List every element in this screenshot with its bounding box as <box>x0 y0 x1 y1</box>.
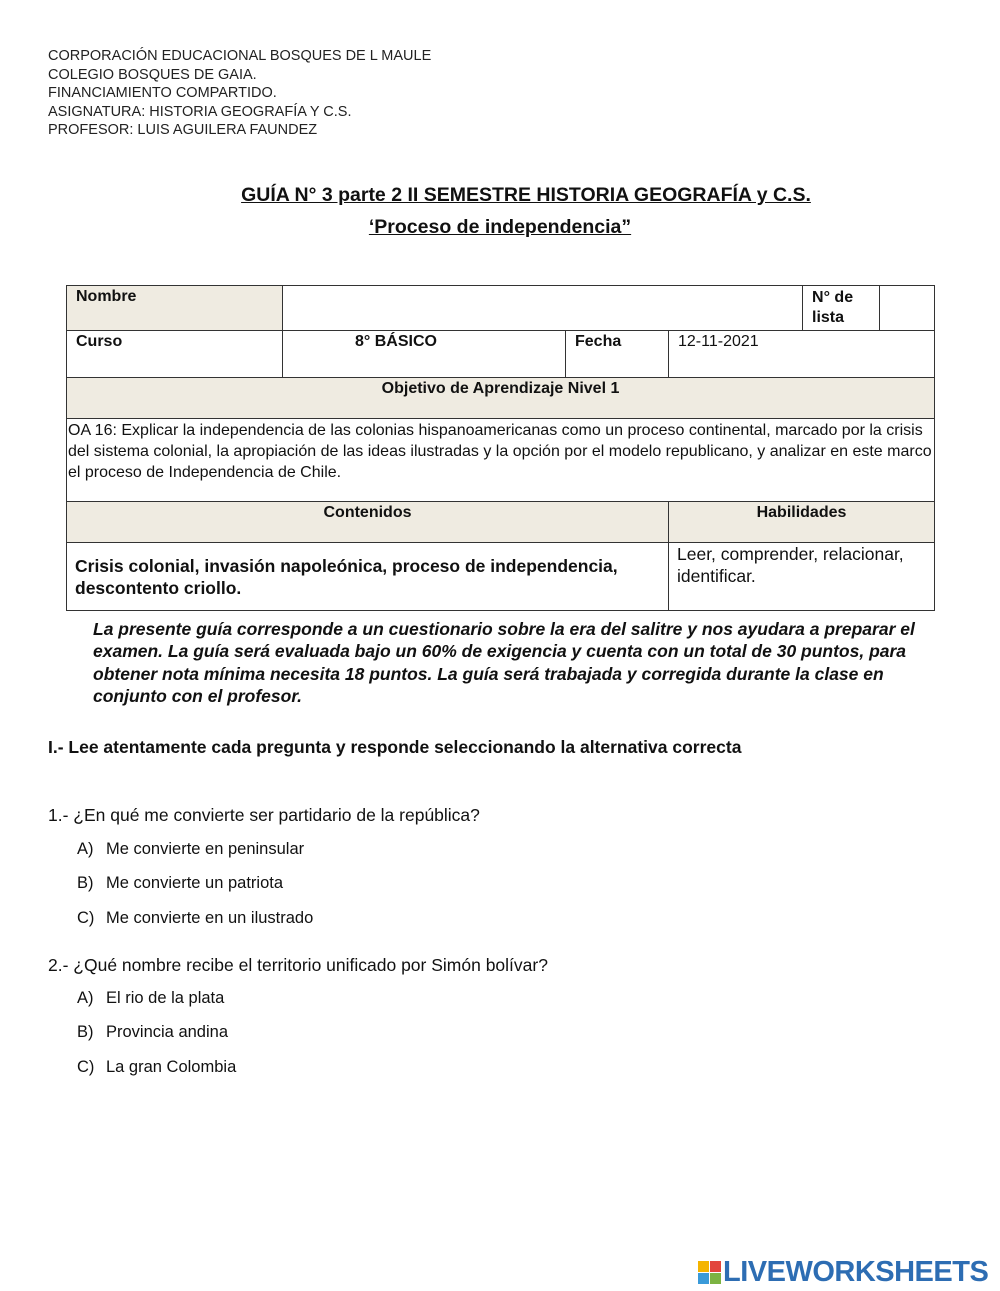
option-text: Provincia andina <box>106 1023 228 1041</box>
fecha-value: 12-11-2021 <box>669 331 935 378</box>
logo-block <box>698 1261 709 1272</box>
option-text: Me convierte un patriota <box>106 874 284 892</box>
liveworksheets-logo <box>698 1256 988 1289</box>
lista-label: N° de lista <box>803 286 880 331</box>
option-letter: B) <box>77 1023 94 1041</box>
habilidades-header: Habilidades <box>669 502 935 543</box>
objetivo-header: Objetivo de Aprendizaje Nivel 1 <box>67 378 935 419</box>
document-subtitle: ‘Proceso de independencia” <box>368 216 632 238</box>
question-1: 1.- ¿En qué me convierte ser partidario de la república? <box>48 805 480 825</box>
question-2: 2.- ¿Qué nombre recibe el territorio unificado por Simón bolívar? <box>48 955 548 975</box>
logo-block <box>698 1273 709 1284</box>
school-header <box>48 47 431 140</box>
habilidades-text: Leer, comprender, relacionar, identificar. <box>669 543 935 611</box>
question-1-option-b[interactable] <box>77 874 283 893</box>
curso-value: 8° BÁSICO <box>283 331 566 378</box>
question-2-option-a[interactable] <box>77 989 224 1008</box>
logo-block <box>710 1261 721 1272</box>
option-text: Me convierte en un ilustrado <box>106 909 314 927</box>
question-1-option-c[interactable] <box>77 909 313 928</box>
option-letter: C) <box>77 909 95 927</box>
curso-label: Curso <box>67 331 283 378</box>
header-line: ASIGNATURA: HISTORIA GEOGRAFÍA Y C.S. <box>48 103 352 120</box>
logo-text: LIVEWORKSHEETS <box>723 1256 989 1288</box>
logo-block <box>710 1273 721 1284</box>
option-letter: A) <box>77 989 94 1007</box>
contenidos-header: Contenidos <box>67 502 669 543</box>
section-instructions: I.- Lee atentamente cada pregunta y responde seleccionando la alternativa correcta <box>48 737 742 757</box>
question-1-option-a[interactable] <box>77 840 304 859</box>
option-text: El rio de la plata <box>106 989 225 1007</box>
question-2-option-b[interactable] <box>77 1023 228 1042</box>
question-2-option-c[interactable] <box>77 1058 236 1077</box>
option-letter: C) <box>77 1058 95 1076</box>
option-letter: A) <box>77 840 94 858</box>
nombre-field[interactable] <box>283 286 803 331</box>
nombre-label: Nombre <box>67 286 283 331</box>
header-line: CORPORACIÓN EDUCACIONAL BOSQUES DE L MAULE <box>48 48 432 64</box>
lista-field[interactable] <box>880 286 935 331</box>
option-letter: B) <box>77 874 94 892</box>
objetivo-text: OA 16: Explicar la independencia de las colonias hispanoamericanas como un proceso continental, marcado por la crisis del sistema colonial, la apropiación de las ideas ilustradas y la opción por el modelo republicano, y analizar en este marco el proceso de Independencia de Chile. <box>67 419 935 502</box>
option-text: Me convierte en peninsular <box>106 840 305 858</box>
header-line: PROFESOR: LUIS AGUILERA FAUNDEZ <box>48 122 318 139</box>
logo-blocks-icon <box>698 1261 721 1284</box>
fecha-label: Fecha <box>566 331 669 378</box>
document-title: GUÍA N° 3 parte 2 II SEMESTRE HISTORIA GEOGRAFÍA y C.S. <box>241 184 811 206</box>
intro-paragraph: La presente guía corresponde a un cuestionario sobre la era del salitre y nos ayudara a preparar el examen. La guía será evaluada bajo un 60% de exigencia y cuenta con un total de 30 puntos, para obtener nota mínima necesita 18 puntos. La guía será trabajada y corregida durante la clase en conjunto con el profesor. <box>93 619 915 706</box>
option-text: La gran Colombia <box>106 1058 237 1076</box>
header-line: FINANCIAMIENTO COMPARTIDO. <box>48 85 277 102</box>
student-info-table <box>66 285 935 611</box>
header-line: COLEGIO BOSQUES DE GAIA. <box>48 66 257 83</box>
contenidos-text: Crisis colonial, invasión napoleónica, proceso de independencia, descontento criollo. <box>67 543 669 611</box>
